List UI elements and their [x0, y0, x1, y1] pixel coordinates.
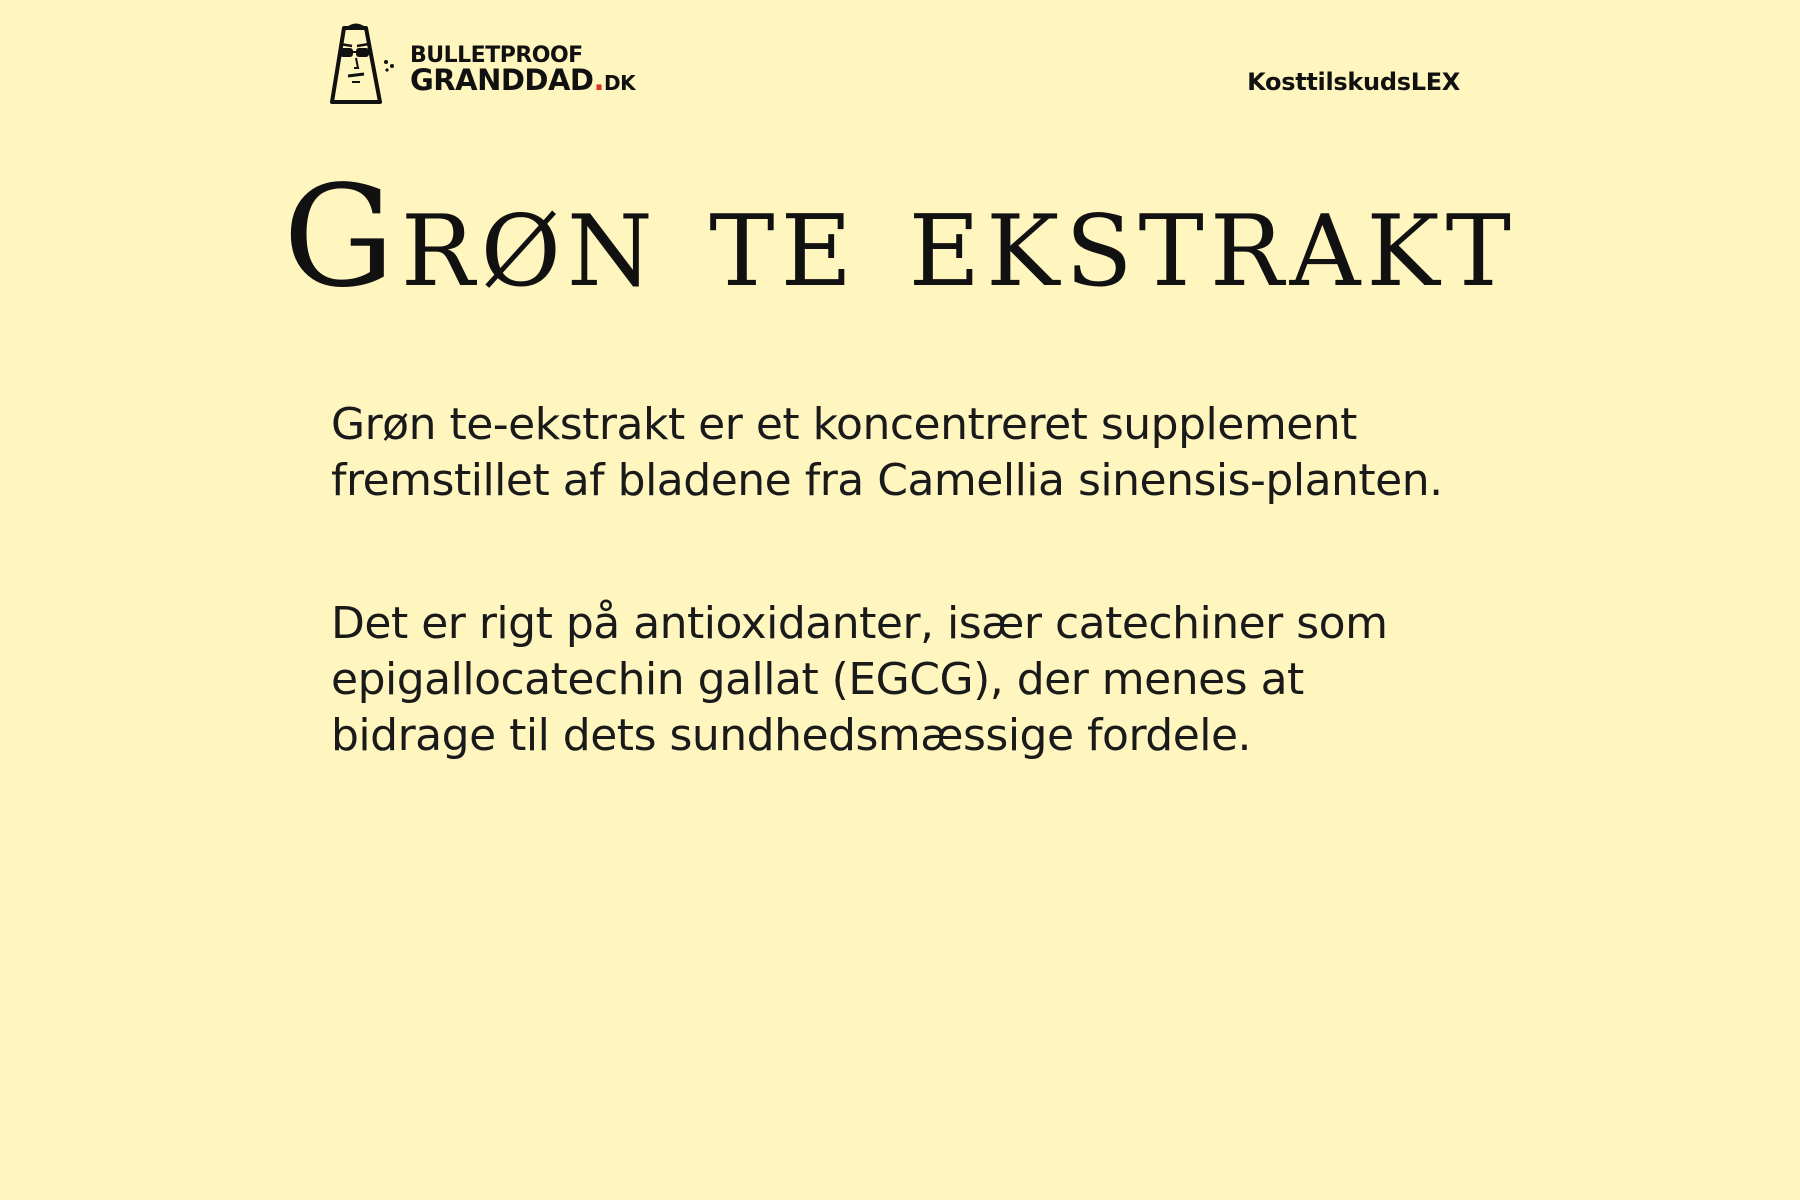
nav-link-kosttilskudslex[interactable]: KosttilskudsLEX [1247, 68, 1460, 96]
logo-dot: . [593, 62, 605, 97]
page-title: Grøn te ekstrakt [282, 156, 1517, 319]
article-body [331, 397, 1481, 851]
site-logo[interactable] [330, 22, 635, 106]
logo-name: GRANDDAD [410, 62, 594, 97]
article-paragraph: Det er rigt på antioxidanter, især catechiner som epigallocatechin gallat (EGCG), der menes at bidrage til dets sundhedsmæssige fordele. [331, 598, 1388, 761]
logo-wordmark [410, 42, 636, 97]
logo-tld: DK [604, 70, 636, 95]
granddad-mascot-icon [330, 22, 404, 106]
logo-line-1: BULLETPROOF [410, 42, 583, 68]
article-paragraph: Grøn te-ekstrakt er et koncentreret supplement fremstillet af bladene fra Camellia sinensis-planten. [331, 399, 1443, 506]
logo-line-2 [410, 62, 636, 97]
site-header [330, 22, 1460, 106]
